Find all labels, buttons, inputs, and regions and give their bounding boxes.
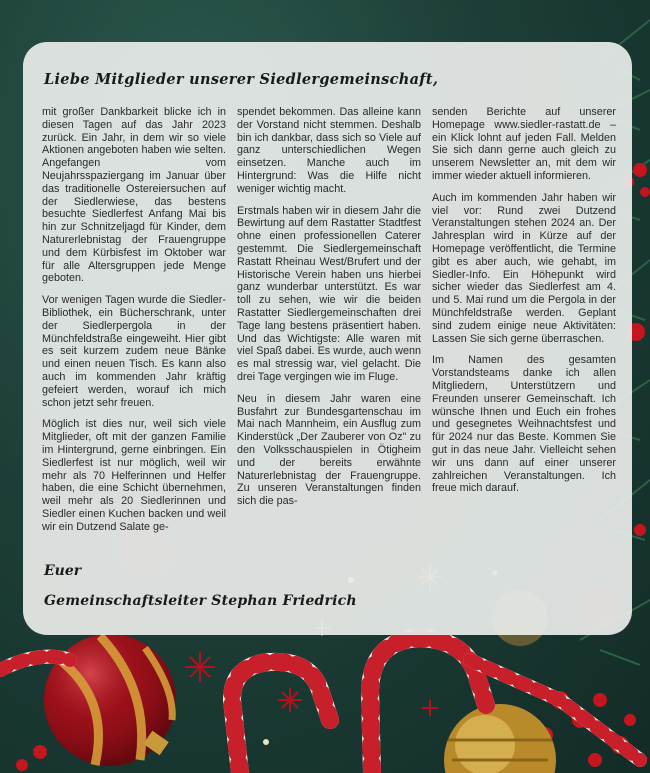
paragraph: Im Namen des gesamten Vorstandsteams danke ich allen Mitgliedern, Unterstützern und Freunden unserer Gemeinschaft. Ich wünsche Ihnen und Euch ein frohes und gesegnetes Weihnachtsfest und für 2024 nur das Beste. Kommen Sie gut in das neue Jahr. Vielleicht sehen wir uns dann auf einer unserer zahlreichen Veranstaltungen. Ich freue mich darauf. — [432, 354, 616, 495]
paragraph: spendet bekommen. Das alleine kann der Vorstand nicht stemmen. Deshalb bin ich dankbar, dass sich so Viele auf ganz unterschiedlichen Wegen einsetzen. Manche auch im Hintergrund: Was die Hilfe nicht weniger wichtig macht. — [237, 106, 421, 195]
paragraph: Auch im kommenden Jahr haben wir viel vor: Rund zwei Dutzend Veranstaltungen stehen 2024 an. Der Jahresplan wird in Kürze auf der Homepage veröffentlicht, die Termine gibt es aber auch, wie gehabt, im Siedler-Info. Ein Höhepunkt wird sicher wieder das Siedlerfest am 4. und 5. Mai rund um die Pergola in der Münchfeldstraße werden. Geplant sind zudem einige neue Aktivitäten: Lassen Sie sich gerne überraschen. — [432, 191, 616, 345]
paragraph: Neu in diesem Jahr waren eine Busfahrt zur Bundesgartenschau im Mai nach Mannheim, ein Ausflug zum Kinderstück „Der Zauberer von Oz" zu den Volksschauspielen in Ötigheim und der bereits erwähnte Naturerlebnistag der Frauengruppe. Zu unseren Veranstaltungen finden sich die pas- — [237, 392, 421, 508]
paragraph: Möglich ist dies nur, weil sich viele Mitglieder, oft mit der ganzen Familie im Hintergrund, gerne einbringen. Ein Siedlerfest ist nur möglich, weil wir mehr als 70 Helferinnen und Helfer haben, die eine Schicht übernehmen, weil mehr als 20 Siedlerinnen und Siedler einen Kuchen backen und weil wir ein Dutzend Salate ge- — [42, 418, 226, 533]
letter-column-1 — [42, 106, 226, 543]
letter-column-2 — [237, 106, 421, 517]
letter-column-3 — [432, 106, 616, 504]
paragraph: mit großer Dankbarkeit blicke ich in diesen Tagen auf das Jahr 2023 zurück. Ein Jahr, in dem wir so viele Aktionen angeboten haben wie selten. Angefangen vom Neujahrsspaziergang im Januar über das traditionelle Ostereiersuchen auf der Siedlerwiese, das bestens besuchte Siedlerfest Anfang Mai bis hin zur Schnitzeljagd für Kinder, dem Naturerlebnistag der Frauengruppe und dem Kürbisfest im Oktober war für alle Altersgruppen jede Menge geboten. — [42, 106, 226, 285]
paragraph: Vor wenigen Tagen wurde die Siedler-Bibliothek, ein Bücherschrank, unter der Siedlerpergola in der Münchfeldstraße eingeweiht. Hier gibt es seit kurzem zudem neue Bänke und einen neuen Tisch. Es kann also auch im kommenden Jahr kräftig gefeiert werden, worauf ich mich schon jetzt sehr freuen. — [42, 294, 226, 409]
letter-signature: Gemeinschaftsleiter Stephan Friedrich — [44, 593, 357, 609]
letter-body — [42, 106, 616, 551]
paragraph: senden Berichte auf unserer Homepage www.siedler-rastatt.de – ein Klick lohnt auf jeden Fall. Melden Sie sich dann gerne auch gleich zu unserem Newsletter an, mit dem wir immer wieder aktuell informieren. — [432, 106, 616, 182]
gold-ornament-icon — [444, 704, 556, 773]
paragraph: Erstmals haben wir in diesem Jahr die Bewirtung auf dem Rastatter Stadtfest ohne einen professionellen Caterer gestemmt. Die Siedlergemeinschaft Rastatt Rheinau West/Brufert und der Historische Verein haben uns hierbei ganz wunderbar unterstützt. Es war toll zu sehen, wie wir die beiden Rastatter Siedlergemeinschaften drei Tage lang bestens präsentiert haben. Und das Wichtigste: Alle waren mit viel Spaß dabei. Es wurde, auch wenn es mal stressig war, viel gelacht. Die drei Tage vergingen wie im Fluge. — [237, 204, 421, 383]
letter-greeting: Liebe Mitglieder unserer Siedlergemeinschaft, — [44, 71, 439, 88]
letter-closing: Euer — [44, 563, 82, 579]
